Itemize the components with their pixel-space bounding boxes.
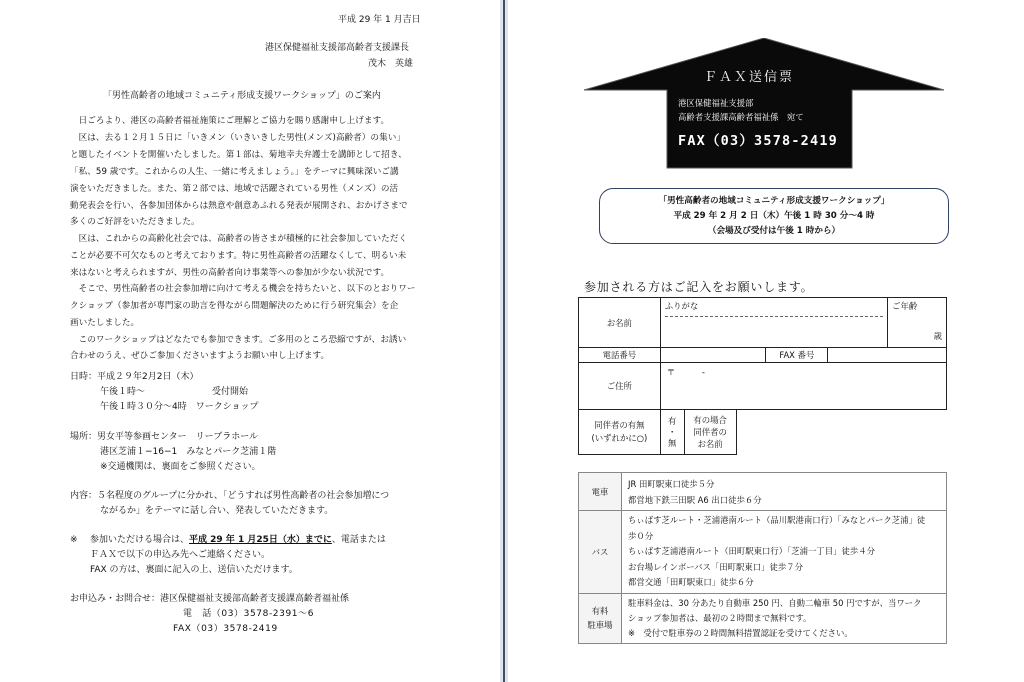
parking-row — [579, 593, 947, 643]
sender-name: 茂木 英雄 — [368, 59, 414, 69]
event-info-box — [599, 188, 949, 244]
bus-label: バス — [579, 511, 622, 594]
body-paragraph-line: 多くのご好評をいただきました。 — [70, 217, 200, 227]
bus-line: ちぃばす芝浦港南ルート（田町駅東口行）「芝浦一丁目」徒歩４分 — [628, 546, 876, 556]
sender-organization: 港区保健福祉支援部高齢者支援課長 — [265, 43, 410, 53]
postal-dash: - — [701, 367, 705, 377]
transport-table — [578, 472, 947, 644]
body-paragraph-line: ことが必要不可欠なものと考えております。特に男性高齢者の活躍なくして、明るい未 — [70, 251, 407, 261]
note-line-1 — [90, 534, 386, 546]
companion-label-line: 同伴者の有無 — [594, 420, 645, 430]
companion-label-line: (いずれかに○) — [591, 433, 648, 443]
right-page — [508, 0, 1024, 682]
event-workshop-time: 午後１時３０分～4時 ワークショップ — [100, 402, 259, 412]
name-label: お名前 — [579, 298, 661, 348]
train-row — [579, 473, 947, 511]
event-place-address: 港区芝浦１−16−1 みなとパーク芝浦１階 — [100, 447, 277, 457]
event-info-datetime: 平成 29 年 2 月 2 日（木）午後 1 時 30 分～4 時 — [673, 211, 875, 221]
fax-recipient-department: 港区保健福祉支援部 — [678, 98, 754, 108]
body-paragraph-line: このワークショップはどなたでも参加できます。ご多用のところ恐縮ですが、お誘い — [70, 335, 407, 345]
contact-label: お申込み・お問合せ：港区保健福祉支援部高齢者支援課高齢者福祉係 — [70, 594, 350, 604]
event-info-title: 「男性高齢者の地域コミュニティ形成支援ワークショップ」 — [658, 196, 890, 206]
issue-date: 平成 29 年 1 月吉日 — [338, 15, 421, 25]
bus-line: 都営交通「田町駅東口」徒歩６分 — [628, 577, 754, 587]
left-page — [0, 0, 500, 682]
body-paragraph-line: 日ごろより、港区の高齢者福祉施策にご理解とご協力を賜り感謝申し上げます。 — [70, 116, 390, 126]
fax-number-input[interactable] — [828, 348, 947, 363]
event-place-note: ※交通機関は、裏面をご参照ください。 — [100, 462, 261, 472]
parking-label — [579, 593, 622, 643]
companion-name-label-line: 有の場合 — [693, 415, 727, 425]
body-paragraph-line: 来はないと考えられますが、男性の高齢者向け事業等への参加が少ない状況です。 — [70, 268, 390, 278]
body-paragraph-line: 合わせのうえ、ぜひご参加くださいますようお願い申し上げます。 — [70, 351, 330, 361]
event-content-line: ながるか」をテーマに話し合い、発表していただきます。 — [100, 506, 334, 516]
fax-sheet-title: ＦＡＸ送信票 — [704, 70, 795, 85]
train-line: 都営地下鉄三田駅 A6 出口徒歩６分 — [628, 494, 762, 505]
companion-no[interactable]: 無 — [668, 437, 677, 448]
bus-line: お台場レインボーバス「田町駅東口」徒歩７分 — [628, 561, 804, 572]
form-heading: 参加される方はご記入をお願いします。 — [584, 280, 814, 294]
age-field[interactable] — [888, 298, 947, 348]
postal-mark: 〒 — [666, 367, 676, 377]
address-label: ご住所 — [579, 363, 661, 410]
companion-label — [579, 410, 661, 455]
parking-label-line: 有料 — [591, 606, 609, 616]
companion-name-label — [684, 410, 736, 455]
body-paragraph-line: 区は、去る１２月１５日に「いきメン（いきいきした男性(メンズ)高齢者）の集い」 — [70, 133, 406, 143]
body-paragraph-line: 画いたしました。 — [70, 318, 140, 328]
bus-info — [622, 511, 947, 594]
body-paragraph-line: 動発表会を行い、各参加団体からは熱意や創意あふれる発表が展開され、おかげさまで — [70, 201, 408, 211]
body-paragraph-line: 「私、59 歳です。これからの人生、一緒に考えましょう。」をテーマに興味深いご講 — [70, 167, 399, 177]
parking-info — [622, 593, 947, 643]
companion-name-label-line: 同伴者の — [693, 427, 727, 437]
bus-line: 歩０分 — [628, 530, 654, 541]
event-info-reception: （会場及び受付は午後 1 時から） — [707, 226, 841, 236]
body-paragraph-line: クショップ（参加者が専門家の助言を得ながら問題解決のために行う研究集会）を企 — [70, 301, 399, 311]
address-input[interactable] — [660, 363, 946, 410]
furigana-label: ふりがな — [664, 301, 699, 311]
note-line-3: FAX の方は、裏面に記入の上、送信いただけます。 — [90, 565, 298, 575]
age-unit: 歳 — [933, 331, 942, 341]
fax-recipient-section: 高齢者支援課高齢者福祉係 宛て — [678, 112, 804, 122]
page-divider — [500, 0, 508, 682]
event-date-label: 日時：平成２９年2月2日（木） — [70, 372, 199, 382]
name-row — [579, 298, 947, 348]
bus-line: ちぃばす芝ルート・芝浦港南ルート（品川駅港南口行）「みなとパーク芝浦」徒 — [628, 515, 926, 525]
companion-choice[interactable] — [660, 410, 684, 455]
phone-row — [579, 348, 947, 363]
fax-header-arrow-shape — [584, 38, 944, 173]
note-post: 、電話または — [331, 535, 386, 545]
companion-yes[interactable]: 有 — [668, 415, 677, 426]
phone-input[interactable] — [660, 348, 766, 363]
train-info — [622, 473, 947, 511]
body-paragraph-line: そこで、男性高齢者の社会参加増に向けて考える機会を持ちたいと、以下のとおりワー — [70, 284, 416, 294]
event-content-line: 内容：５名程度のグループに分かれ、「どうすれば男性高齢者の社会参加増につ — [70, 491, 390, 501]
note-mark: ※ — [70, 535, 78, 545]
fax-number: FAX（03）3578-2419 — [678, 133, 838, 149]
note-pre: 参加いただける場合は、 — [90, 535, 190, 545]
age-label: ご年齢 — [892, 301, 918, 311]
contact-fax: FAX（03）3578-2419 — [173, 624, 278, 634]
event-reception-time: 午後１時～ — [100, 387, 146, 397]
bus-row — [579, 511, 947, 594]
document-title: 「男性高齢者の地域コミュニティ形成支援ワークショップ」のご案内 — [103, 91, 381, 101]
name-input-area[interactable] — [665, 316, 883, 342]
companion-separator: ・ — [668, 426, 677, 437]
parking-line: ショップ参加者は、最初の２時間まで無料です。 — [628, 612, 812, 623]
parking-line: 駐車料金は、30 分あたり自動車 250 円、自動二輪車 50 円ですが、当ワーク — [628, 597, 922, 608]
body-paragraph-line: 区は、これからの高齢化社会では、高齢者の皆さまが積極的に社会参加していただく — [70, 234, 408, 244]
body-paragraph-line: 演をいただきました。また、第２部では、地域で活躍されている男性（メンズ）の活 — [70, 184, 399, 194]
application-form-table — [578, 297, 947, 455]
note-deadline: 平成 29 年 1 月25日（水）までに — [189, 535, 332, 545]
event-place-label: 場所：男女平等参画センター リーブラホール — [70, 432, 259, 442]
train-label: 電車 — [579, 473, 622, 511]
companion-name-input[interactable] — [736, 410, 946, 455]
address-row — [579, 363, 947, 410]
note-line-2: ＦＡＸで以下の申込み先へご連絡ください。 — [90, 550, 271, 560]
phone-label: 電話番号 — [579, 348, 661, 363]
parking-label-line: 駐車場 — [587, 620, 613, 630]
contact-phone: 電 話（03）3578-2391～6 — [183, 609, 315, 619]
companion-row — [579, 410, 947, 455]
name-field[interactable] — [660, 298, 887, 348]
parking-line: ※ 受付で駐車券の２時間無料措置認証を受けてください。 — [628, 627, 853, 638]
event-reception-desc: 受付開始 — [212, 387, 249, 397]
body-paragraph-line: と題したイベントを開催いたしました。第１部は、菊地幸夫弁護士を講師として招き、 — [70, 150, 407, 160]
train-line: JR 田町駅東口徒歩５分 — [628, 478, 715, 489]
fax-number-label: FAX 番号 — [766, 348, 828, 363]
companion-name-label-line: お名前 — [697, 439, 723, 449]
